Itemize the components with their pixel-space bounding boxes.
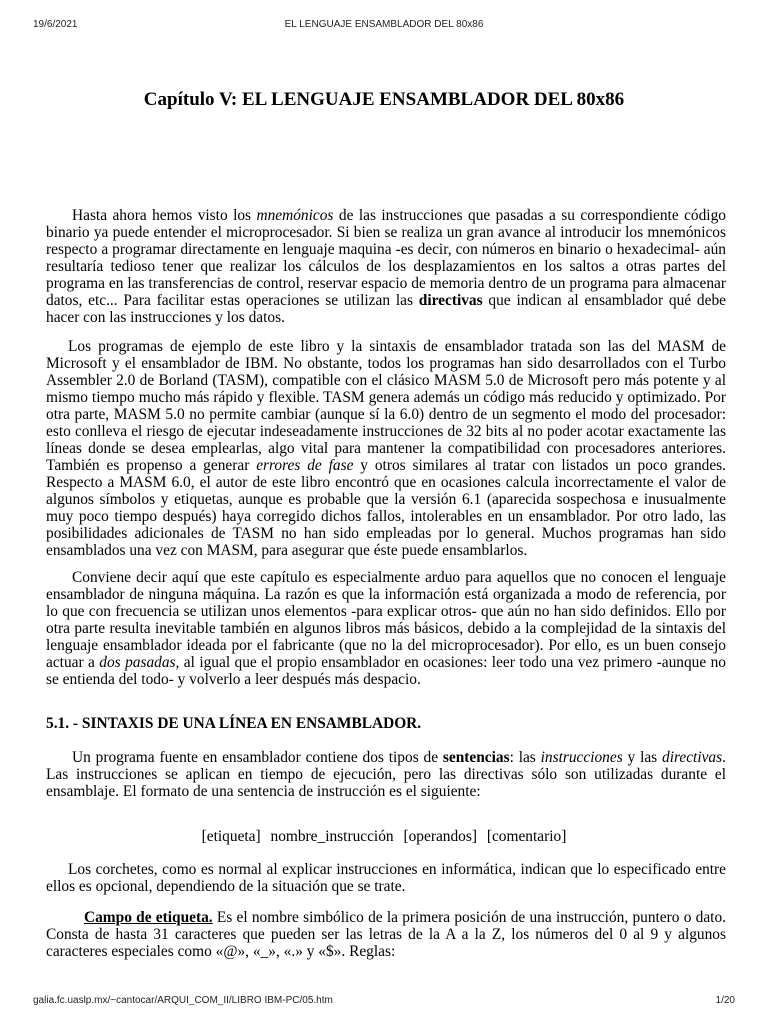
emphasis-instrucciones: instrucciones bbox=[540, 749, 623, 766]
text-run: Conviene decir aquí que este capítulo es especialmente arduo para aquellos que no conocen el lenguaje ensamblador de ninguna máquina. La razón es que la información está organizada a modo de referencia, por lo que con frecuencia se utilizan unos elementos -para explicar otros- que aún no han sido definidos. Ello por otra parte resulta inevitable también en algunos libros más básicos, debido a la complejidad de la sintaxis del lenguaje ensamblador ideada por el fabricante (que no la del microprocesador). Por ello, es un buen consejo actuar a bbox=[46, 569, 726, 671]
section-paragraph-2: Los corchetes, como es normal al explicar instrucciones en informática, indican que lo especificado entre ellos es opcional, dependiendo de la situación que se trate. bbox=[46, 861, 726, 895]
intro-paragraph-3 bbox=[46, 569, 726, 688]
print-header-title: EL LENGUAJE ENSAMBLADOR DEL 80x86 bbox=[284, 19, 484, 30]
emphasis-sentencias: sentencias bbox=[442, 749, 510, 766]
text-run: . Las instrucciones se aplican en tiempo de ejecución, pero las directivas sólo son utilizadas durante el ensamblaje. El formato de una sentencia de instrucción es el siguiente: bbox=[46, 749, 726, 800]
subheading-campo-de-etiqueta: Campo de etiqueta. bbox=[84, 909, 213, 926]
section-paragraph-1 bbox=[46, 749, 726, 800]
intro-paragraph-2 bbox=[46, 338, 726, 559]
text-run: Hasta ahora hemos visto los bbox=[72, 207, 257, 224]
text-run: y las bbox=[622, 749, 662, 766]
print-footer-url: galia.fc.uaslp.mx/~cantocar/ARQUI_COM_II/LIBRO IBM-PC/05.htm bbox=[33, 995, 333, 1006]
emphasis-errores-de-fase: errores de fase bbox=[256, 457, 354, 474]
text-run: Es el nombre simbólico de la primera posición de una instrucción, puntero o dato. Consta de hasta 31 caracteres que pueden ser las letras de la A a la Z, los números del 0 al 9 y algunos caracteres especiales como «@», «_», «.» y «$». Reglas: bbox=[46, 909, 726, 960]
chapter-title: Capítulo V: EL LENGUAJE ENSAMBLADOR DEL 80x86 bbox=[143, 89, 625, 110]
emphasis-dos-pasadas: dos pasadas, bbox=[99, 654, 180, 671]
syntax-operandos: [operandos] bbox=[403, 828, 477, 845]
emphasis-mnemonicos: mnemónicos bbox=[256, 207, 334, 224]
text-run: que indican al ensamblador qué debe hacer con las instrucciones y los datos. bbox=[46, 292, 726, 326]
text-run: al igual que el propio ensamblador en ocasiones: leer todo una vez primero -aunque no se entienda del todo- y volverlo a leer después más despacio. bbox=[46, 654, 726, 688]
print-page-number: 1/20 bbox=[715, 995, 735, 1006]
syntax-comentario: [comentario] bbox=[486, 828, 567, 845]
emphasis-directivas-italic: directivas bbox=[662, 749, 723, 766]
instruction-syntax bbox=[0, 828, 768, 846]
print-date: 19/6/2021 bbox=[33, 19, 78, 30]
text-run: : las bbox=[509, 749, 541, 766]
syntax-etiqueta: [etiqueta] bbox=[201, 828, 261, 845]
section-paragraph-3 bbox=[46, 909, 726, 960]
intro-paragraph-1 bbox=[46, 207, 726, 326]
section-heading-5-1: 5.1. - SINTAXIS DE UNA LÍNEA EN ENSAMBLADOR. bbox=[46, 715, 422, 732]
text-run: de las instrucciones que pasadas a su correspondiente código binario ya puede entender el microprocesador. Si bien se realiza un gran avance al introducir los mnemónicos respecto a programar directamente en lenguaje maquina -es decir, con números en binario o hexadecimal- aún resultaría tedioso tener que realizar los cálculos de los desplazamientos en los saltos a otras partes del programa en las transferencias de control, reservar espacio de memoria dentro de un programa para almacenar datos, etc... Para facilitar estas operaciones se utilizan las bbox=[46, 207, 726, 309]
text-run: Un programa fuente en ensamblador contiene dos tipos de bbox=[72, 749, 443, 766]
emphasis-directivas: directivas bbox=[418, 292, 483, 309]
text-run: Los programas de ejemplo de este libro y la sintaxis de ensamblador tratada son las del MASM de Microsoft y el ensamblador de IBM. No obstante, todos los programas han sido desarrollados con el Turbo Assembler 2.0 de Borland (TASM), compatible con el clásico MASM 5.0 de Microsoft pero más potente y al mismo tiempo mucho más rápido y flexible. TASM genera además un código más reducido y optimizado. Por otra parte, MASM 5.0 no permite cambiar (aunque sí la 6.0) dentro de un segmento el modo del procesador: esto conlleva el riesgo de ejecutar indeseadamente instrucciones de 32 bits al no poder acotar exactamente las líneas donde se desea emplearlas, algo vital para mantener la compatibilidad con procesadores anteriores. También es propenso a generar bbox=[46, 338, 726, 474]
syntax-nombre-instruccion: nombre_instrucción bbox=[270, 828, 394, 845]
text-run: y otros similares al tratar con listados un poco grandes. Respecto a MASM 6.0, el autor de este libro encontró que en ocasiones calcula incorrectamente el valor de algunos símbolos y etiquetas, aunque es probable que la versión 6.1 (aparecida sospechosa e inusualmente muy poco tiempo después) haya corregido dichos fallos, intolerables en un ensamblador. Por otro lado, las posibilidades adicionales de TASM no han sido empleadas por lo general. Muchos programas han sido ensamblados una vez con MASM, para asegurar que éste puede ensamblarlos. bbox=[46, 457, 727, 559]
